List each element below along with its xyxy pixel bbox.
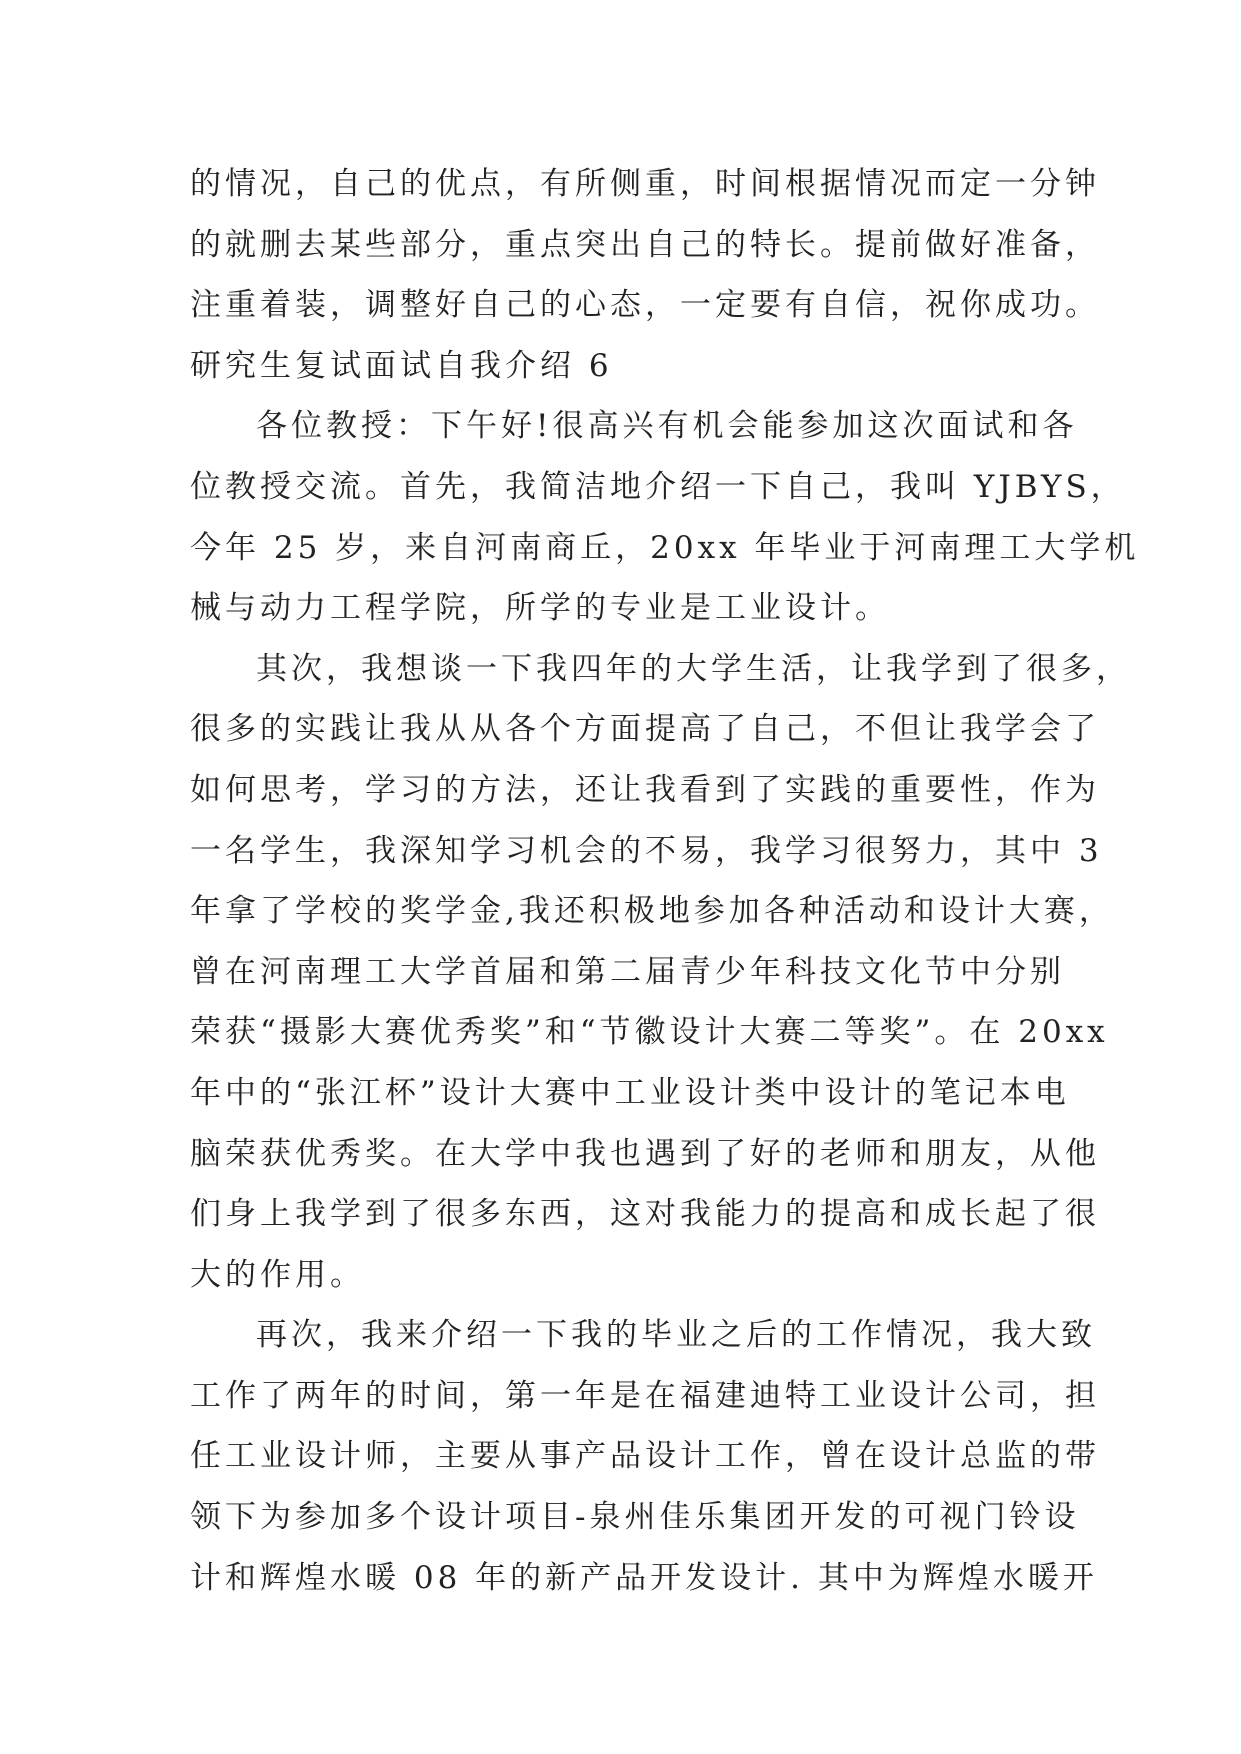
text-line: 位教授交流。首先，我简洁地介绍一下自己，我叫 YJBYS， <box>190 468 1126 505</box>
text-line: 任工业设计师，主要从事产品设计工作，曾在设计总监的带 <box>190 1438 1100 1475</box>
text-line: 的情况，自己的优点，有所侧重，时间根据情况而定一分钟 <box>190 166 1100 202</box>
document-body <box>190 154 1140 1608</box>
text-line: 如何思考，学习的方法，还让我看到了实践的重要性，作为 <box>190 771 1100 808</box>
text-line: 械与动力工程学院，所学的专业是工业设计。 <box>190 590 890 627</box>
text-line: 很多的实践让我从从各个方面提高了自己，不但让我学会了 <box>190 711 1100 748</box>
text-line: 年拿了学校的奖学金,我还积极地参加各种活动和设计大赛， <box>190 893 1114 930</box>
text-line: 脑荣获优秀奖。在大学中我也遇到了好的老师和朋友，从他 <box>190 1135 1100 1172</box>
text-line: 注重着装，调整好自己的心态，一定要有自信，祝你成功。 <box>190 287 1100 324</box>
paragraph-first-line: 各位教授：下午好!很高兴有机会能参加这次面试和各 <box>256 408 1078 445</box>
text-line: 工作了两年的时间，第一年是在福建迪特工业设计公司，担 <box>190 1377 1100 1414</box>
text-line: 们身上我学到了很多东西，这对我能力的提高和成长起了很 <box>190 1196 1100 1233</box>
text-line: 荣获“摄影大赛优秀奖”和“节徽设计大赛二等奖”。在 20xx <box>190 1014 1109 1051</box>
text-line: 今年 25 岁，来自河南商丘，20xx 年毕业于河南理工大学机 <box>190 529 1140 566</box>
text-line: 的就删去某些部分，重点突出自己的特长。提前做好准备， <box>190 226 1100 263</box>
text-line: 一名学生，我深知学习机会的不易，我学习很努力，其中 3 <box>190 832 1103 869</box>
paragraph-first-line: 再次，我来介绍一下我的毕业之后的工作情况，我大致 <box>256 1317 1096 1354</box>
text-line: 年中的“张江杯”设计大赛中工业设计类中设计的笔记本电 <box>190 1074 1070 1111</box>
text-line: 曾在河南理工大学首届和第二届青少年科技文化节中分别 <box>190 953 1065 990</box>
text-line: 领下为参加多个设计项目-泉州佳乐集团开发的可视门铃设 <box>190 1499 1080 1536</box>
paragraph-first-line: 其次，我想谈一下我四年的大学生活，让我学到了很多， <box>256 650 1131 687</box>
text-line: 研究生复试面试自我介绍 6 <box>190 347 613 384</box>
text-line: 计和辉煌水暖 08 年的新产品开发设计. 其中为辉煌水暖开 <box>190 1559 1098 1596</box>
text-line: 大的作用。 <box>190 1256 365 1293</box>
